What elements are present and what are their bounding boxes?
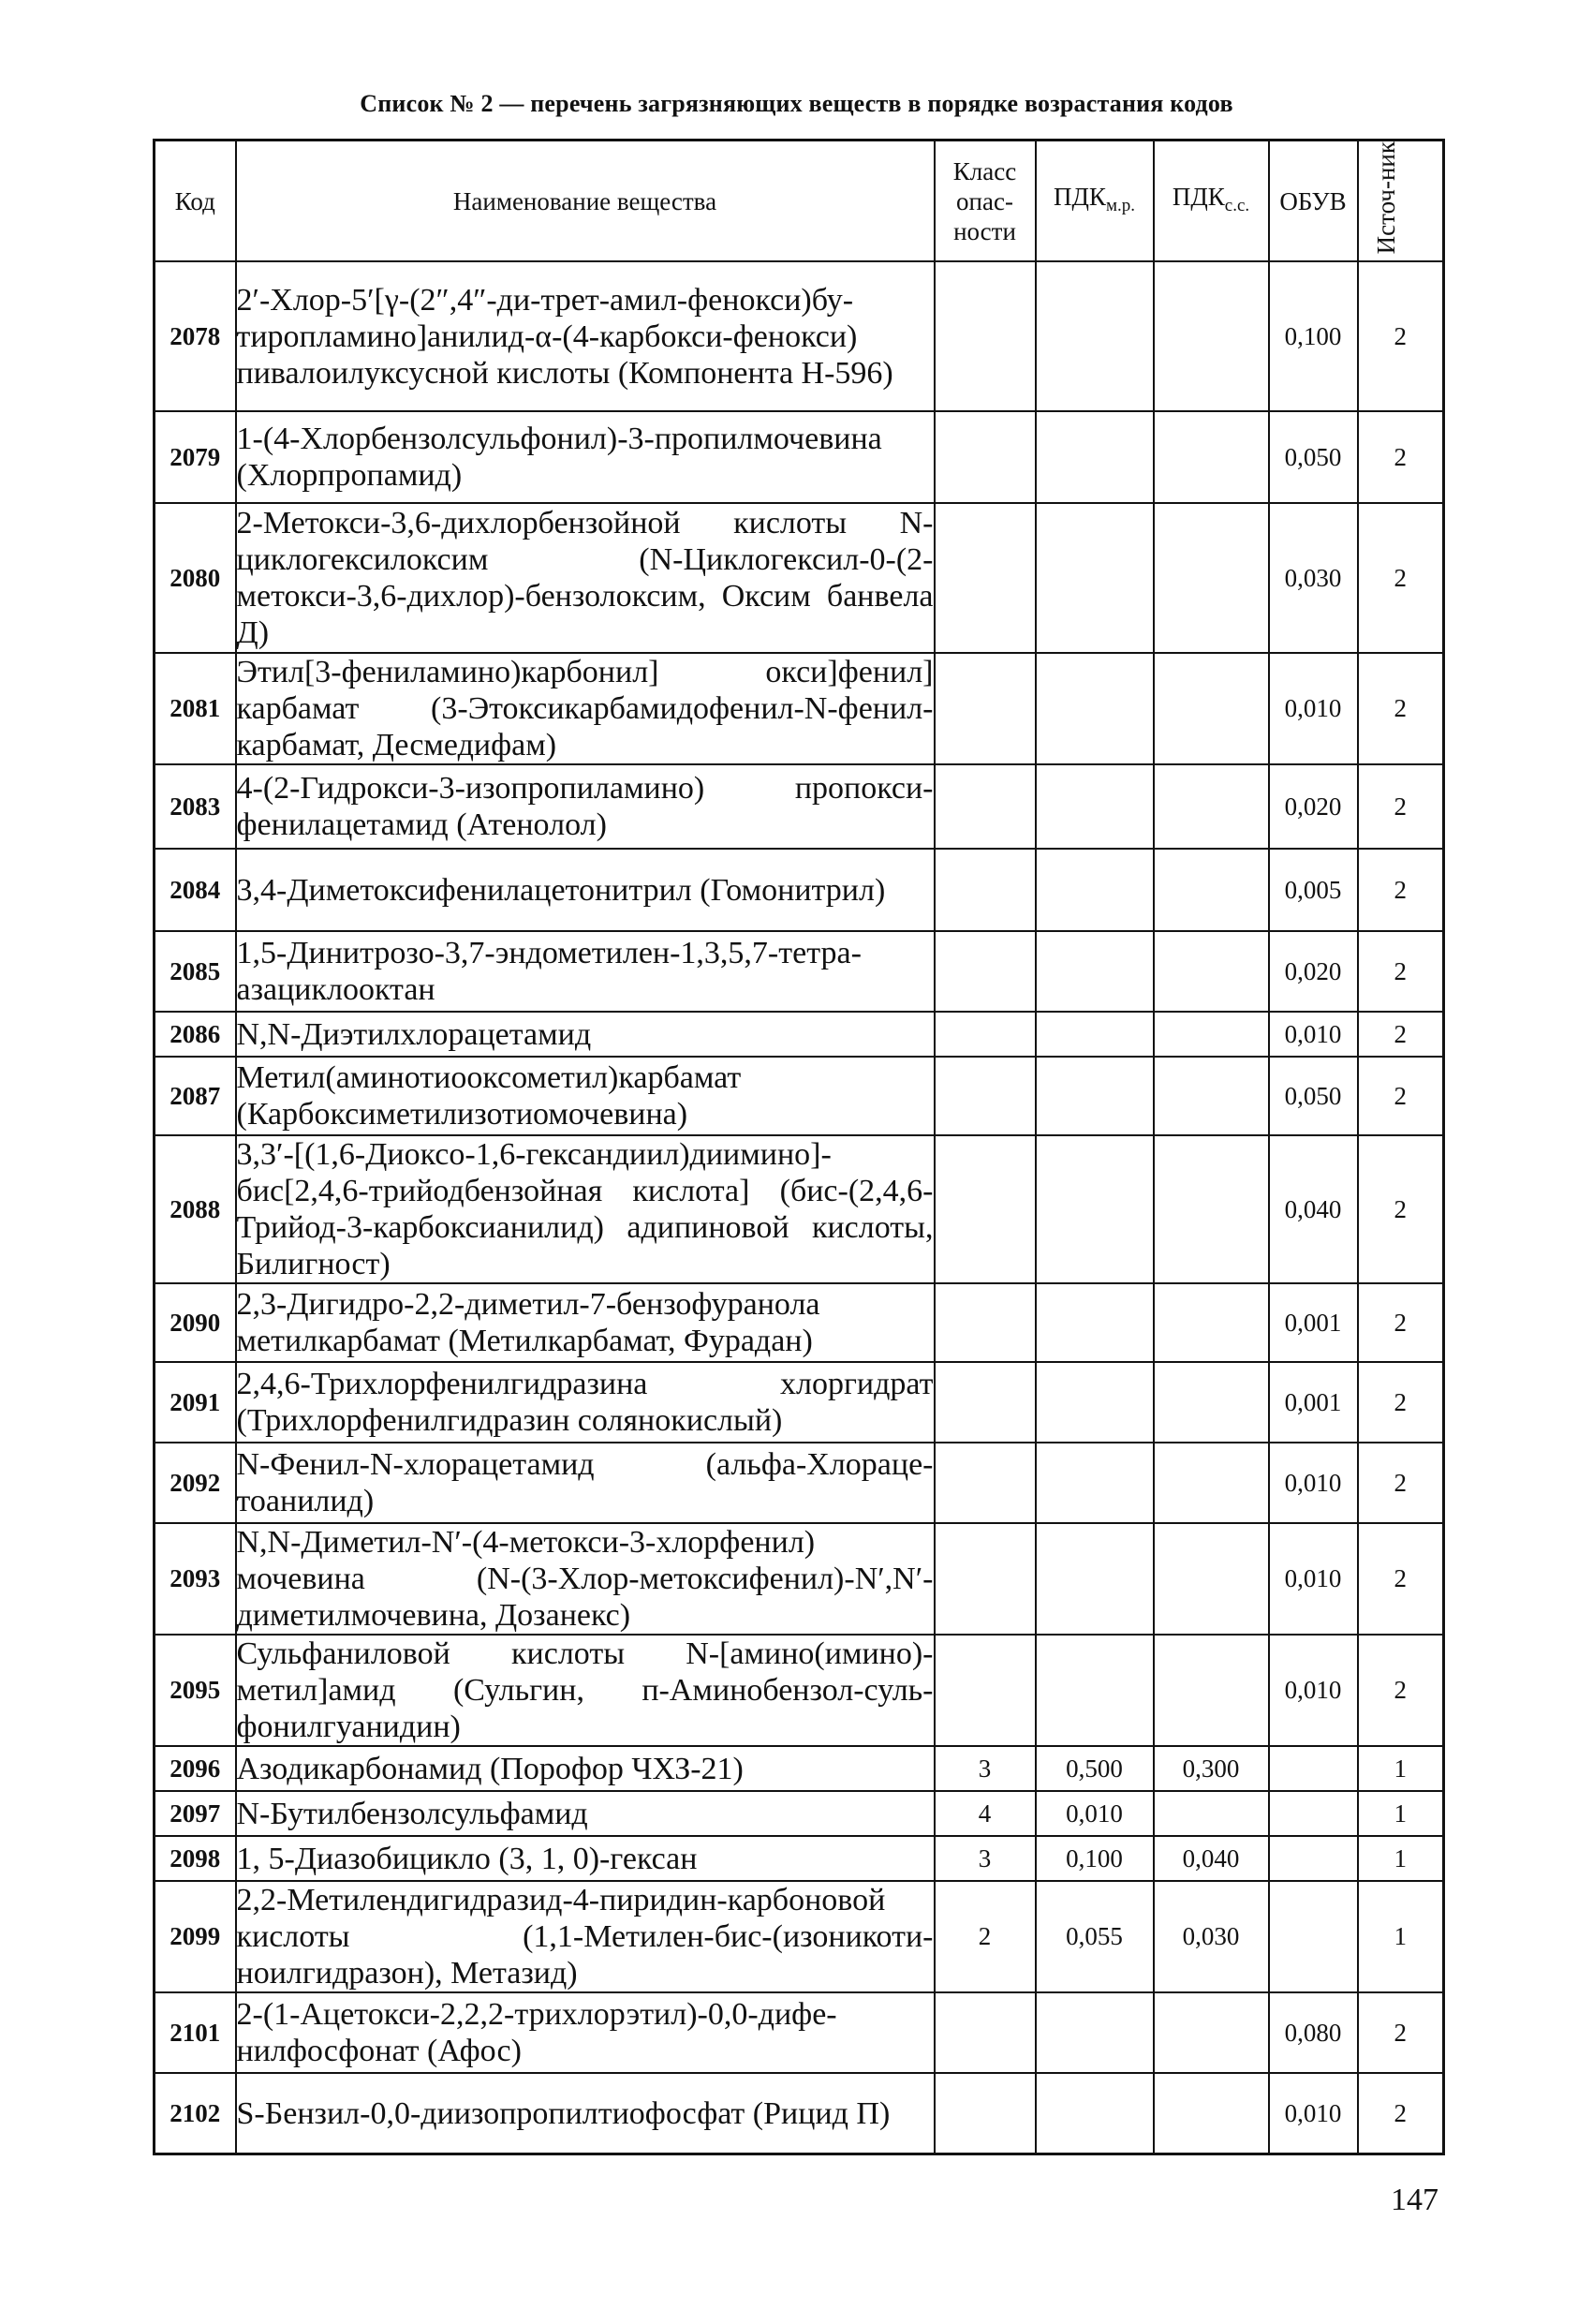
code-cell: 2102	[155, 2073, 236, 2154]
obuv-cell: 0,050	[1269, 411, 1358, 503]
table-row	[155, 1012, 1444, 1057]
hazard-class-cell	[935, 1362, 1036, 1443]
pdk-mr-cell	[1036, 931, 1154, 1012]
header-code: Код	[155, 141, 236, 262]
source-cell: 2	[1358, 411, 1444, 503]
code-cell: 2090	[155, 1283, 236, 1362]
code-cell: 2092	[155, 1443, 236, 1523]
pdk-mr-cell	[1036, 1635, 1154, 1746]
name-cell: 4-(2-Гидрокси-3-изопропиламино) пропоксифенилацетамид (Атенолол)	[236, 764, 935, 849]
source-cell: 1	[1358, 1791, 1444, 1836]
name-cell: Сульфаниловой кислоты N-[амино(имино)-метил]амид (Сульгин, п-Аминобензол-сульфонилгуанидин)	[236, 1636, 934, 1745]
pdk-ss-cell	[1154, 1992, 1269, 2073]
pdk-mr-cell	[1036, 503, 1154, 653]
pdk-ss-cell	[1154, 2073, 1269, 2154]
code-cell: 2095	[155, 1635, 236, 1746]
pdk-ss-cell	[1154, 503, 1269, 653]
source-cell: 2	[1358, 261, 1444, 411]
source-cell: 2	[1358, 2073, 1444, 2154]
name-cell: 3,3′-[(1,6-Диоксо-1,6-гександиил)диимино]-бис[2,4,6-трийодбензойная кислота] (бис-(2,4,6-Трийод-3-карбоксианилид) адипиновой кислоты, Билигност)	[236, 1137, 934, 1282]
source-cell: 2	[1358, 1135, 1444, 1283]
code-cell: 2081	[155, 653, 236, 764]
code-cell: 2083	[155, 764, 236, 849]
hazard-class-cell	[935, 1443, 1036, 1523]
obuv-cell	[1269, 1746, 1358, 1791]
code-cell: 2098	[155, 1836, 236, 1881]
pdk-ss-cell	[1154, 411, 1269, 503]
pdk-ss-cell	[1154, 1135, 1269, 1283]
source-cell: 2	[1358, 764, 1444, 849]
code-cell: 2099	[155, 1881, 236, 1992]
pdk-ss-cell	[1154, 1443, 1269, 1523]
pdk-mr-cell	[1036, 1135, 1154, 1283]
pdk-ss-cell	[1154, 261, 1269, 411]
source-cell: 2	[1358, 503, 1444, 653]
obuv-cell: 0,040	[1269, 1135, 1358, 1283]
page-number: 147	[1391, 2183, 1438, 2217]
hazard-class-cell: 3	[935, 1746, 1036, 1791]
name-cell: 1, 5-Диазобицикло (3, 1, 0)-гексан	[236, 1836, 935, 1881]
hazard-class-cell: 4	[935, 1791, 1036, 1836]
header-pdk-mr: $ПДК_{м.р.}$	[1036, 141, 1154, 262]
hazard-class-cell	[935, 1992, 1036, 2073]
pdk-mr-cell: 0,100	[1036, 1836, 1154, 1881]
hazard-class-cell	[935, 1523, 1036, 1635]
code-cell: 2080	[155, 503, 236, 653]
pdk-mr-cell	[1036, 764, 1154, 849]
pdk-mr-cell	[1036, 653, 1154, 764]
pdk-mr-cell	[1036, 1012, 1154, 1057]
code-cell: 2091	[155, 1362, 236, 1443]
code-cell: 2096	[155, 1746, 236, 1791]
hazard-class-cell	[935, 411, 1036, 503]
hazard-class-cell	[935, 2073, 1036, 2154]
code-cell: 2085	[155, 931, 236, 1012]
table-row	[155, 1283, 1444, 1362]
name-cell: 2-Метокси-3,6-дихлорбензойной кислоты N-циклогексилоксим (N-Циклогексил-0-(2-метокси-3,6-дихлор)-бензолоксим, Оксим банвела Д)	[236, 503, 935, 653]
obuv-cell: 0,100	[1269, 261, 1358, 411]
hazard-class-cell	[935, 931, 1036, 1012]
name-cell: 2,3-Дигидро-2,2-диметил-7-бензофуранола метилкарбамат (Метилкарбамат, Фурадан)	[236, 1283, 935, 1362]
header-name: Наименование вещества	[236, 141, 935, 262]
name-cell: N-Фенил-N-хлорацетамид (альфа-Хлорацетоанилид)	[236, 1443, 935, 1523]
code-cell: 2084	[155, 849, 236, 931]
table-header-row	[155, 141, 1444, 262]
source-cell: 1	[1358, 1746, 1444, 1791]
obuv-cell: 0,050	[1269, 1057, 1358, 1135]
source-cell: 2	[1358, 849, 1444, 931]
source-cell: 2	[1358, 1443, 1444, 1523]
table-row	[155, 931, 1444, 1012]
pdk-mr-cell	[1036, 1992, 1154, 2073]
source-cell: 2	[1358, 1362, 1444, 1443]
obuv-cell: 0,020	[1269, 931, 1358, 1012]
source-cell: 2	[1358, 1992, 1444, 2073]
obuv-cell: 0,010	[1269, 1523, 1358, 1635]
table-row	[155, 1635, 1444, 1746]
name-cell: 1-(4-Хлорбензолсульфонил)-3-пропилмочевина (Хлорпропамид)	[236, 411, 935, 503]
hazard-class-cell	[935, 1283, 1036, 1362]
table-row	[155, 653, 1444, 764]
table-row	[155, 411, 1444, 503]
obuv-cell	[1269, 1836, 1358, 1881]
pdk-ss-cell	[1154, 1012, 1269, 1057]
name-cell: Метил(аминотиооксометил)карбамат (Карбоксиметилизотиомочевина)	[236, 1057, 935, 1135]
pdk-mr-cell	[1036, 261, 1154, 411]
pdk-ss-cell: 0,030	[1154, 1881, 1269, 1992]
pdk-ss-cell	[1154, 653, 1269, 764]
pdk-mr-cell	[1036, 1523, 1154, 1635]
obuv-cell	[1269, 1791, 1358, 1836]
obuv-cell: 0,020	[1269, 764, 1358, 849]
pdk-ss-cell	[1154, 1523, 1269, 1635]
pdk-mr-cell: 0,500	[1036, 1746, 1154, 1791]
source-cell: 2	[1358, 1057, 1444, 1135]
code-cell: 2086	[155, 1012, 236, 1057]
hazard-class-cell	[935, 1012, 1036, 1057]
name-cell: N,N-Диметил-N′-(4-метокси-3-хлорфенил) мочевина (N-(3-Хлор-метоксифенил)-N′,N′-диметилмочевина, Дозанекс)	[236, 1525, 934, 1634]
page-title: Список № 2 — перечень загрязняющих веществ в порядке возрастания кодов	[360, 90, 1233, 117]
source-cell: 2	[1358, 1635, 1444, 1746]
name-cell: 2′-Хлор-5′[γ-(2″,4″-ди-трет-амил-фенокси)бутиропламино]анилид-α-(4-карбокси-фенокси) пивалоилуксусной кислоты (Компонента Н-596)	[236, 261, 935, 411]
table-row	[155, 2073, 1444, 2154]
pdk-mr-cell	[1036, 411, 1154, 503]
name-cell: N,N-Диэтилхлорацетамид	[236, 1012, 935, 1057]
code-cell: 2088	[155, 1135, 236, 1283]
source-cell: 2	[1358, 1523, 1444, 1635]
table-row	[155, 1992, 1444, 2073]
header-source-label: Источ-ник	[1372, 141, 1401, 255]
obuv-cell: 0,010	[1269, 2073, 1358, 2154]
pdk-ss-cell	[1154, 1791, 1269, 1836]
source-cell: 1	[1358, 1836, 1444, 1881]
hazard-class-cell	[935, 1135, 1036, 1283]
hazard-class-cell: 2	[935, 1881, 1036, 1992]
name-cell: 2,4,6-Трихлорфенилгидразина хлоргидрат (Трихлорфенилгидразин солянокислый)	[236, 1362, 935, 1443]
code-cell: 2101	[155, 1992, 236, 2073]
obuv-cell	[1269, 1881, 1358, 1992]
obuv-cell: 0,010	[1269, 653, 1358, 764]
source-cell: 2	[1358, 1012, 1444, 1057]
obuv-cell: 0,001	[1269, 1283, 1358, 1362]
table-row	[155, 503, 1444, 653]
name-cell: Азодикарбонамид (Порофор ЧХЗ-21)	[236, 1746, 935, 1791]
name-cell: 2,2-Метилендигидразид-4-пиридин-карбоновой кислоты (1,1-Метилен-бис-(изоникотиноилгидразон), Метазид)	[236, 1883, 934, 1991]
obuv-cell: 0,001	[1269, 1362, 1358, 1443]
name-cell: 2-(1-Ацетокси-2,2,2-трихлорэтил)-0,0-дифенилфосфонат (Афос)	[236, 1992, 935, 2073]
obuv-cell: 0,010	[1269, 1635, 1358, 1746]
pdk-mr-cell	[1036, 1443, 1154, 1523]
header-obuv: ОБУВ	[1269, 141, 1358, 262]
pdk-mr-cell	[1036, 1283, 1154, 1362]
table-row	[155, 1881, 1444, 1992]
pdk-mr-cell	[1036, 1057, 1154, 1135]
table-row	[155, 261, 1444, 411]
obuv-cell: 0,080	[1269, 1992, 1358, 2073]
pdk-ss-cell	[1154, 931, 1269, 1012]
table-row	[155, 1135, 1444, 1283]
source-cell: 2	[1358, 1283, 1444, 1362]
pdk-ss-cell	[1154, 849, 1269, 931]
hazard-class-cell: 3	[935, 1836, 1036, 1881]
hazard-class-cell	[935, 849, 1036, 931]
source-cell: 1	[1358, 1881, 1444, 1992]
substances-table	[153, 139, 1445, 2155]
code-cell: 2087	[155, 1057, 236, 1135]
code-cell: 2078	[155, 261, 236, 411]
pdk-ss-cell: 0,040	[1154, 1836, 1269, 1881]
header-hazard-class: Класс опас-ности	[935, 141, 1036, 262]
source-cell: 2	[1358, 653, 1444, 764]
name-cell: N-Бутилбензолсульфамид	[236, 1791, 935, 1836]
pdk-ss-cell: 0,300	[1154, 1746, 1269, 1791]
table-row	[155, 849, 1444, 931]
table-row	[155, 1057, 1444, 1135]
obuv-cell: 0,005	[1269, 849, 1358, 931]
pdk-mr-cell: 0,010	[1036, 1791, 1154, 1836]
hazard-class-cell	[935, 1635, 1036, 1746]
table-row	[155, 764, 1444, 849]
name-cell: Этил[3-фениламино)карбонил] окси]фенил] карбамат (3-Этоксикарбамидофенил-N-фенил-карбамат, Десмедифам)	[236, 655, 934, 763]
name-cell: 1,5-Динитрозо-3,7-эндометилен-1,3,5,7-тетраазациклооктан	[236, 931, 935, 1012]
hazard-class-cell	[935, 1057, 1036, 1135]
pdk-mr-cell: 0,055	[1036, 1881, 1154, 1992]
pdk-mr-cell	[1036, 849, 1154, 931]
header-pdk-ss: $ПДК_{с.с.}$	[1154, 141, 1269, 262]
pdk-ss-cell	[1154, 1283, 1269, 1362]
obuv-cell: 0,010	[1269, 1443, 1358, 1523]
pdk-ss-cell	[1154, 764, 1269, 849]
hazard-class-cell	[935, 503, 1036, 653]
pdk-mr-cell	[1036, 1362, 1154, 1443]
obuv-cell: 0,030	[1269, 503, 1358, 653]
hazard-class-cell	[935, 261, 1036, 411]
table-row	[155, 1443, 1444, 1523]
pdk-ss-cell	[1154, 1635, 1269, 1746]
pdk-mr-cell	[1036, 2073, 1154, 2154]
table-row	[155, 1836, 1444, 1881]
table-row	[155, 1746, 1444, 1791]
name-cell: 3,4-Диметоксифенилацетонитрил (Гомонитрил)	[236, 849, 935, 931]
table-row	[155, 1523, 1444, 1635]
pdk-ss-cell	[1154, 1057, 1269, 1135]
pdk-ss-cell	[1154, 1362, 1269, 1443]
header-source	[1358, 141, 1444, 262]
name-cell: S-Бензил-0,0-диизопропилтиофосфат (Рицид П)	[236, 2073, 935, 2154]
hazard-class-cell	[935, 653, 1036, 764]
table-row	[155, 1791, 1444, 1836]
code-cell: 2093	[155, 1523, 236, 1635]
table-row	[155, 1362, 1444, 1443]
source-cell: 2	[1358, 931, 1444, 1012]
hazard-class-cell	[935, 764, 1036, 849]
obuv-cell: 0,010	[1269, 1012, 1358, 1057]
code-cell: 2097	[155, 1791, 236, 1836]
code-cell: 2079	[155, 411, 236, 503]
